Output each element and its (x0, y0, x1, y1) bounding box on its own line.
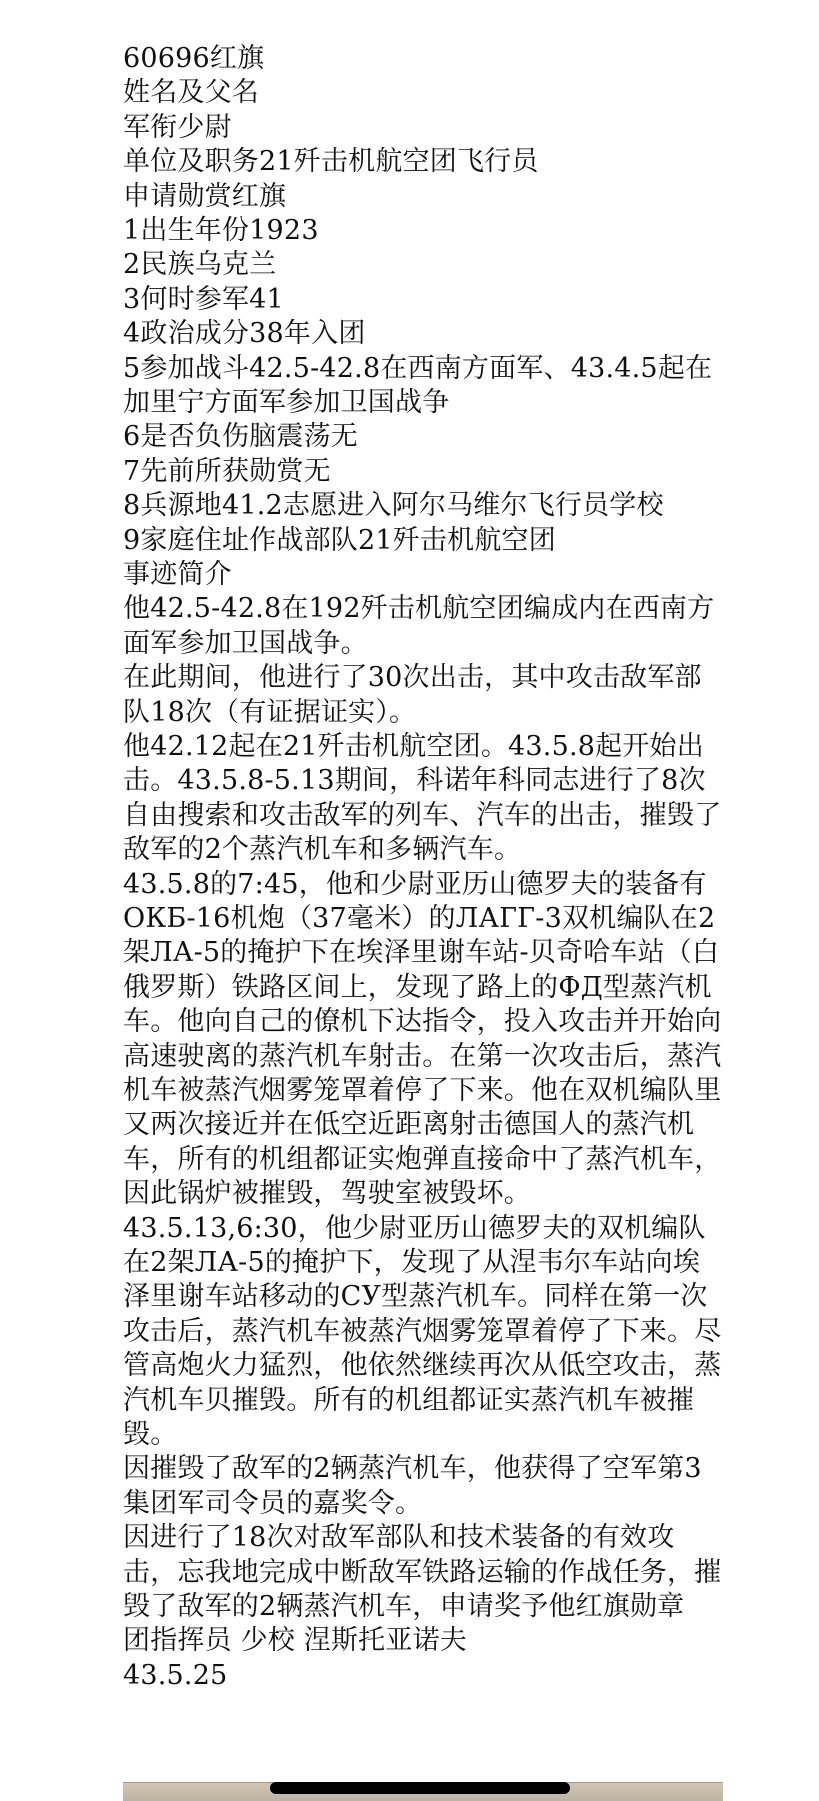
field-previous-awards: 7先前所获勋赏无 (123, 455, 331, 487)
award-request-line: 申请勋赏红旗 (123, 180, 287, 212)
field-wounds: 6是否负伤脑震荡无 (123, 421, 358, 453)
field-political-status: 4政治成分38年入团 (123, 318, 366, 350)
signature-line: 团指挥员 少校 涅斯托亚诺夫 (123, 1625, 467, 1657)
award-number: 60696红旗 (123, 43, 265, 74)
award-document (123, 42, 723, 1693)
summary-paragraph: 在此期间，他进行了30次出击，其中攻击敌军部队18次（有证据证实）。 (123, 662, 702, 728)
summary-paragraph: 他42.5-42.8在192歼击机航空团编成内在西南方面军参加卫国战争。 (123, 593, 715, 659)
summary-paragraph: 43.5.13,6:30，他少尉亚历山德罗夫的双机编队在2架ЛА-5的掩护下，发现了从涅韦尔车站向埃泽里谢车站移动的СУ型蒸汽机车。同样在第一次攻击后，蒸汽机车被蒸汽烟雾笼罩着停了下来。尽管高炮火力猛烈，他依然继续再次从低空攻击，蒸汽机车贝摧毁。所有的机组都证实蒸汽机车被摧毁。 (123, 1212, 722, 1451)
field-birth-year: 1出生年份1923 (123, 214, 319, 246)
name-label: 姓名及父名 (123, 77, 259, 109)
field-home-address: 9家庭住址作战部队21歼击机航空团 (123, 524, 556, 556)
summary-paragraph: 他42.12起在21歼击机航空团。43.5.8起开始出击。43.5.8-5.13期间，科诺年科同志进行了8次自由搜索和攻击敌军的列车、汽车的出击，摧毁了敌军的2个蒸汽机车和多辆汽车。 (123, 730, 722, 866)
field-enlistment: 3何时参军41 (123, 283, 284, 315)
summary-paragraph: 43.5.8的7:45，他和少尉亚历山德罗夫的装备有ОКБ-16机炮（37毫米）的ЛАГГ-3双机编队在2架ЛА-5的掩护下在埃泽里谢车站-贝奇哈车站（白俄罗斯）铁路区间上，发现了路上的ФД型蒸汽机车。他向自己的僚机下达指令，投入攻击并开始向高速驶离的蒸汽机车射击。在第一次攻击后，蒸汽机车被蒸汽烟雾笼罩着停了下来。他在双机编队里又两次接近并在低空近距离射击德国人的蒸汽机车，所有的机组都证实炮弹直接命中了蒸汽机车，因此锅炉被摧毁，驾驶室被毁坏。 (123, 868, 722, 1210)
summary-heading: 事迹简介 (123, 558, 232, 590)
field-recruitment: 8兵源地41.2志愿进入阿尔马维尔飞行员学校 (123, 490, 664, 522)
document-date: 43.5.25 (123, 1659, 228, 1691)
field-combat-participation: 5参加战斗42.5-42.8在西南方面军、43.4.5起在加里宁方面军参加卫国战争 (123, 352, 713, 418)
summary-paragraph: 因摧毁了敌军的2辆蒸汽机车，他获得了空军第3集团军司令员的嘉奖令。 (123, 1453, 702, 1519)
home-indicator[interactable] (270, 1782, 570, 1794)
unit-line: 单位及职务21歼击机航空团飞行员 (123, 146, 539, 178)
summary-paragraph: 因进行了18次对敌军部队和技术装备的有效攻击，忘我地完成中断敌军铁路运输的作战任务，摧毁了敌军的2辆蒸汽机车，申请奖予他红旗勋章 (123, 1522, 722, 1623)
field-nationality: 2民族乌克兰 (123, 249, 277, 281)
rank-line: 军衔少尉 (123, 111, 232, 143)
